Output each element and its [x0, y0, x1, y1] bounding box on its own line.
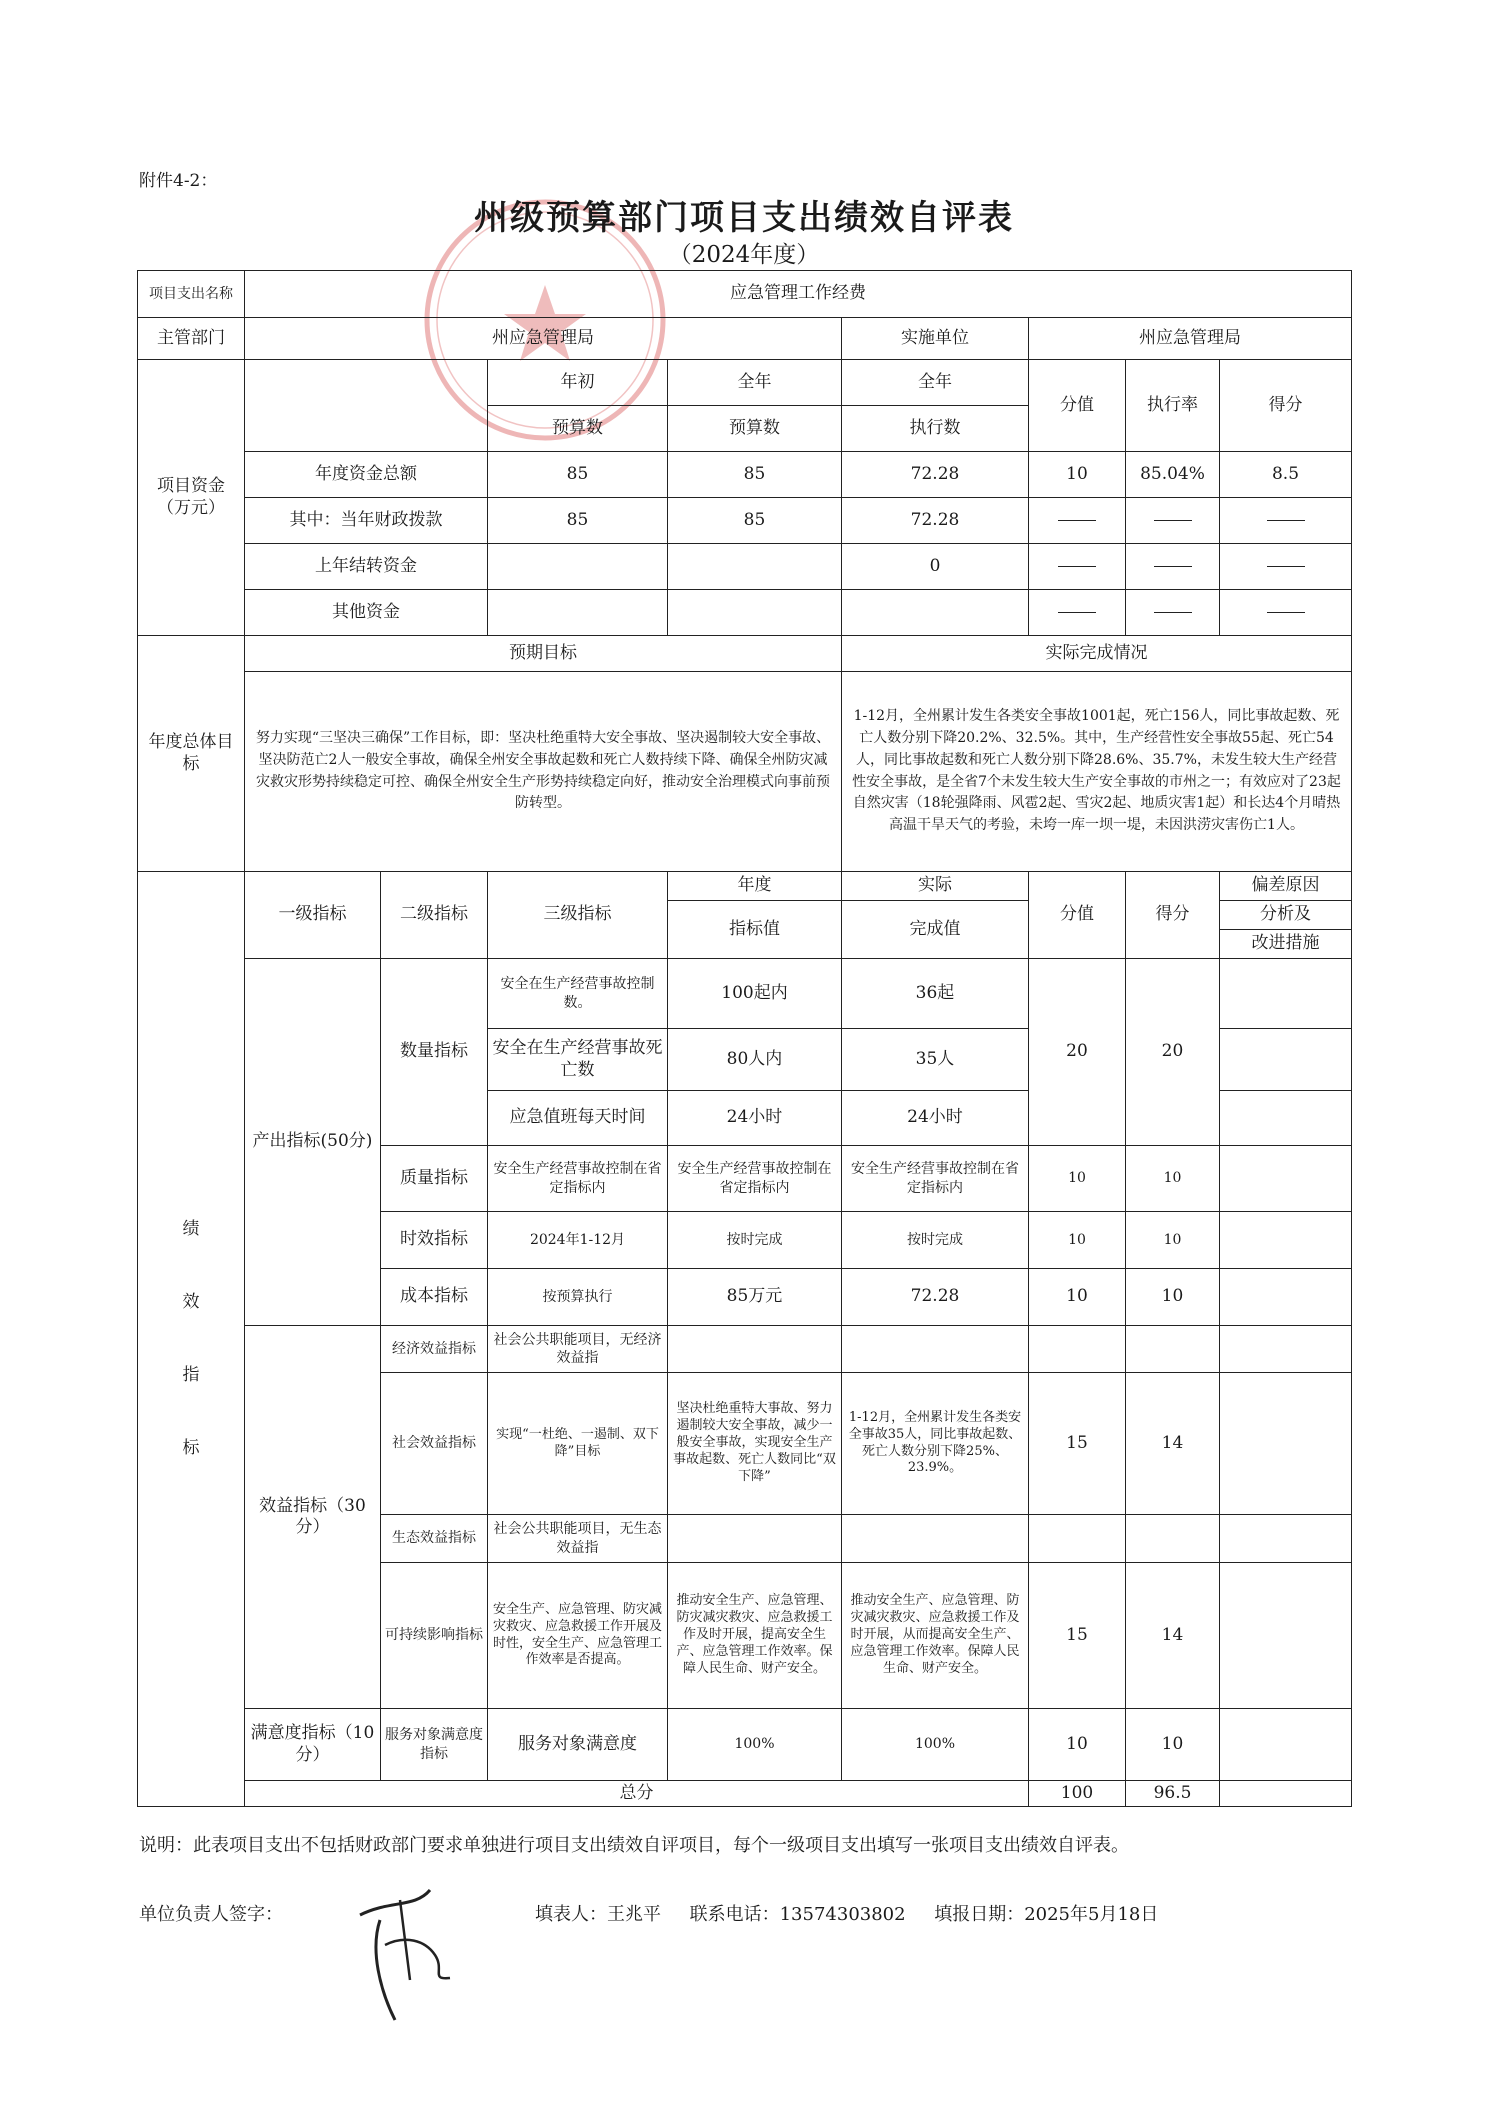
total-score: 100	[1029, 1781, 1126, 1807]
h-level2: 二级指标	[381, 872, 488, 959]
timely-l2: 时效指标	[381, 1212, 488, 1269]
h-actual-1: 实际	[842, 872, 1029, 901]
funds-h-begin-1: 年初	[488, 360, 668, 406]
funds-h-get: 得分	[1220, 360, 1352, 452]
cost-get: 10	[1126, 1269, 1220, 1326]
timely-l3: 2024年1-12月	[488, 1212, 668, 1269]
timely-target: 按时完成	[668, 1212, 842, 1269]
project-name: 应急管理工作经费	[245, 271, 1352, 318]
total-label: 总分	[245, 1781, 1029, 1807]
satisfaction-actual: 100%	[842, 1709, 1029, 1781]
h-actual-2: 完成值	[842, 901, 1029, 959]
page-subtitle: （2024年度）	[668, 242, 820, 268]
social-get: 14	[1126, 1373, 1220, 1515]
cost-score: 10	[1029, 1269, 1126, 1326]
quality-target: 安全生产经营事故控制在省定指标内	[668, 1146, 842, 1212]
social-l3: 实现“一杜绝、一遏制、双下降”目标	[488, 1373, 668, 1515]
deviation-cell	[1220, 1269, 1352, 1326]
dash-cell	[1126, 498, 1220, 544]
funds-row-label: 年度资金总额	[245, 452, 488, 498]
funds-row-begin	[488, 544, 668, 590]
funds-row-begin: 85	[488, 498, 668, 544]
impl-value: 州应急管理局	[1029, 318, 1352, 360]
deviation-cell	[1220, 1515, 1352, 1563]
phone-label: 联系电话：	[689, 1904, 780, 1925]
empty-cell	[842, 1326, 1029, 1373]
funds-row-full: 85	[668, 452, 842, 498]
funds-h-exec-1: 全年	[842, 360, 1029, 406]
h-score: 分值	[1029, 872, 1126, 959]
filler-label: 填表人：	[535, 1904, 607, 1925]
funds-header-blank	[245, 360, 488, 452]
date-label: 填报日期：	[934, 1904, 1025, 1925]
funds-row-label: 其中：当年财政拨款	[245, 498, 488, 544]
handwritten-signature-icon	[340, 1860, 490, 2030]
quantity-score: 20	[1029, 959, 1126, 1146]
cost-l2: 成本指标	[381, 1269, 488, 1326]
funds-h-rate: 执行率	[1126, 360, 1220, 452]
dash-cell	[1029, 544, 1126, 590]
deviation-cell	[1220, 1326, 1352, 1373]
funds-h-begin-2: 预算数	[488, 406, 668, 452]
deviation-cell	[1220, 1146, 1352, 1212]
economic-l3: 社会公共职能项目，无经济效益指	[488, 1326, 668, 1373]
funds-h-exec-2: 执行数	[842, 406, 1029, 452]
quantity-actual: 24小时	[842, 1091, 1029, 1146]
dash-cell	[1126, 590, 1220, 636]
empty-cell	[1029, 1515, 1126, 1563]
eco-l3: 社会公共职能项目，无生态效益指	[488, 1515, 668, 1563]
deviation-cell	[1220, 959, 1352, 1029]
filler-info	[535, 1900, 1158, 1926]
timely-score: 10	[1029, 1212, 1126, 1269]
social-l2: 社会效益指标	[381, 1373, 488, 1515]
timely-actual: 按时完成	[842, 1212, 1029, 1269]
cost-target: 85万元	[668, 1269, 842, 1326]
fill-date: 2025年5月18日	[1024, 1904, 1159, 1925]
sustain-score: 15	[1029, 1563, 1126, 1709]
h-dev-3: 改进措施	[1220, 930, 1352, 959]
indicators-label-char: 标	[182, 1438, 200, 1459]
page-title: 州级预算部门项目支出绩效自评表	[474, 198, 1014, 238]
funds-label: 项目资金（万元）	[138, 360, 245, 636]
quantity-actual: 36起	[842, 959, 1029, 1029]
funds-row-exec	[842, 590, 1029, 636]
h-dev-1: 偏差原因	[1220, 872, 1352, 901]
indicators-label-char: 指	[182, 1365, 200, 1386]
quantity-l3: 安全在生产经营事故控制数。	[488, 959, 668, 1029]
dept-value: 州应急管理局	[245, 318, 842, 360]
h-target-1: 年度	[668, 872, 842, 901]
funds-row-full	[668, 590, 842, 636]
quality-l2: 质量指标	[381, 1146, 488, 1212]
h-target-2: 指标值	[668, 901, 842, 959]
deviation-cell	[1220, 1091, 1352, 1146]
self-evaluation-table	[137, 270, 1352, 1807]
h-dev-2: 分析及	[1220, 901, 1352, 930]
satisfaction-get: 10	[1126, 1709, 1220, 1781]
dash-cell	[1220, 544, 1352, 590]
benefit-indicator-label: 效益指标（30分）	[245, 1326, 381, 1709]
dept-label: 主管部门	[138, 318, 245, 360]
actual-goal-header: 实际完成情况	[842, 636, 1352, 672]
timely-get: 10	[1126, 1212, 1220, 1269]
annex-label: 附件4-2：	[139, 171, 218, 191]
satisfaction-target: 100%	[668, 1709, 842, 1781]
satisfaction-l1: 满意度指标（10分）	[245, 1709, 381, 1781]
funds-row-full: 85	[668, 498, 842, 544]
funds-row-get: 8.5	[1220, 452, 1352, 498]
indicators-label-char: 绩	[182, 1218, 200, 1239]
funds-row-label: 上年结转资金	[245, 544, 488, 590]
social-target: 坚决杜绝重特大事故、努力遏制较大安全事故，减少一般安全事故，实现安全生产事故起数、死亡人数同比“双下降”	[668, 1373, 842, 1515]
funds-row-begin	[488, 590, 668, 636]
sustain-actual: 推动安全生产、应急管理、防灾减灾救灾、应急救援工作及时开展，从而提高安全生产、应急管理工作效率。保障人民生命、财产安全。	[842, 1563, 1029, 1709]
quality-get: 10	[1126, 1146, 1220, 1212]
economic-l2: 经济效益指标	[381, 1326, 488, 1373]
empty-cell	[842, 1515, 1029, 1563]
impl-label: 实施单位	[842, 318, 1029, 360]
funds-row-rate: 85.04%	[1126, 452, 1220, 498]
funds-row-label: 其他资金	[245, 590, 488, 636]
dash-cell	[1220, 498, 1352, 544]
deviation-cell	[1220, 1212, 1352, 1269]
empty-cell	[668, 1326, 842, 1373]
social-score: 15	[1029, 1373, 1126, 1515]
total-get: 96.5	[1126, 1781, 1220, 1807]
h-level3: 三级指标	[488, 872, 668, 959]
indicators-label	[138, 872, 245, 1807]
funds-h-full-1: 全年	[668, 360, 842, 406]
satisfaction-score: 10	[1029, 1709, 1126, 1781]
dash-cell	[1029, 590, 1126, 636]
funds-h-full-2: 预算数	[668, 406, 842, 452]
deviation-cell	[1220, 1781, 1352, 1807]
deviation-cell	[1220, 1709, 1352, 1781]
cost-l3: 按预算执行	[488, 1269, 668, 1326]
quantity-target: 100起内	[668, 959, 842, 1029]
social-actual: 1-12月，全州累计发生各类安全事故35人，同比事故起数、死亡人数分别下降25%、23.9%。	[842, 1373, 1029, 1515]
dash-cell	[1126, 544, 1220, 590]
funds-row-exec: 72.28	[842, 498, 1029, 544]
empty-cell	[668, 1515, 842, 1563]
expected-goal-header: 预期目标	[245, 636, 842, 672]
filler-name: 王兆平	[607, 1904, 661, 1925]
funds-h-score: 分值	[1029, 360, 1126, 452]
satisfaction-l3: 服务对象满意度	[488, 1709, 668, 1781]
actual-goal-text: 1-12月，全州累计发生各类安全事故1001起，死亡156人，同比事故起数、死亡人数分别下降20.2%、32.5%。其中，生产经营性安全事故55起、死亡54人，同比事故起数和死亡人数分别下降28.6%、35.7%，未发生较大生产经营性安全事故，是全省7个未发生较大生产安全事故的市州之一；有效应对了23起自然灾害（18轮强降雨、风雹2起、雪灾2起、地质灾害1起）和长达4个月晴热高温干旱天气的考验，未垮一库一坝一堤，未因洪涝灾害伤亡1人。	[842, 672, 1352, 872]
funds-row-exec: 0	[842, 544, 1029, 590]
project-name-label: 项目支出名称	[138, 271, 245, 318]
funds-row-begin: 85	[488, 452, 668, 498]
footnote: 说明：此表项目支出不包括财政部门要求单独进行项目支出绩效自评项目，每个一级项目支出填写一张项目支出绩效自评表。	[139, 1835, 1129, 1856]
funds-row-score: 10	[1029, 452, 1126, 498]
funds-row-full	[668, 544, 842, 590]
sustain-l2: 可持续影响指标	[381, 1563, 488, 1709]
quantity-actual: 35人	[842, 1029, 1029, 1091]
cost-actual: 72.28	[842, 1269, 1029, 1326]
quality-score: 10	[1029, 1146, 1126, 1212]
output-indicator-label: 产出指标(50分)	[245, 959, 381, 1326]
empty-cell	[1029, 1326, 1126, 1373]
leader-signature-label: 单位负责人签字：	[139, 1904, 283, 1925]
phone-number: 13574303802	[779, 1904, 906, 1925]
satisfaction-l2: 服务对象满意度指标	[381, 1709, 488, 1781]
h-level1: 一级指标	[245, 872, 381, 959]
deviation-cell	[1220, 1563, 1352, 1709]
dash-cell	[1220, 590, 1352, 636]
indicators-label-char: 效	[182, 1291, 200, 1312]
quantity-indicator-label: 数量指标	[381, 959, 488, 1146]
deviation-cell	[1220, 1373, 1352, 1515]
quantity-target: 80人内	[668, 1029, 842, 1091]
quality-actual: 安全生产经营事故控制在省定指标内	[842, 1146, 1029, 1212]
quantity-get: 20	[1126, 959, 1220, 1146]
quantity-l3: 安全在生产经营事故死亡数	[488, 1029, 668, 1091]
h-get: 得分	[1126, 872, 1220, 959]
goals-label: 年度总体目标	[138, 636, 245, 872]
sustain-get: 14	[1126, 1563, 1220, 1709]
quantity-l3: 应急值班每天时间	[488, 1091, 668, 1146]
eco-l2: 生态效益指标	[381, 1515, 488, 1563]
sustain-l3: 安全生产、应急管理、防灾减灾救灾、应急救援工作开展及时性，安全生产、应急管理工作效率是否提高。	[488, 1563, 668, 1709]
expected-goal-text: 努力实现“三坚决三确保”工作目标，即：坚决杜绝重特大安全事故、坚决遏制较大安全事故、坚决防范亡2人一般安全事故，确保全州安全事故起数和死亡人数持续下降、确保全州防灾减灾救灾形势持续稳定可控、确保全州安全生产形势持续稳定向好，推动安全治理模式向事前预防转型。	[245, 672, 842, 872]
dash-cell	[1029, 498, 1126, 544]
funds-row-exec: 72.28	[842, 452, 1029, 498]
sustain-target: 推动安全生产、应急管理、防灾减灾救灾、应急救援工作及时开展，提高安全生产、应急管理工作效率。保障人民生命、财产安全。	[668, 1563, 842, 1709]
empty-cell	[1126, 1515, 1220, 1563]
quantity-target: 24小时	[668, 1091, 842, 1146]
empty-cell	[1126, 1326, 1220, 1373]
quality-l3: 安全生产经营事故控制在省定指标内	[488, 1146, 668, 1212]
deviation-cell	[1220, 1029, 1352, 1091]
